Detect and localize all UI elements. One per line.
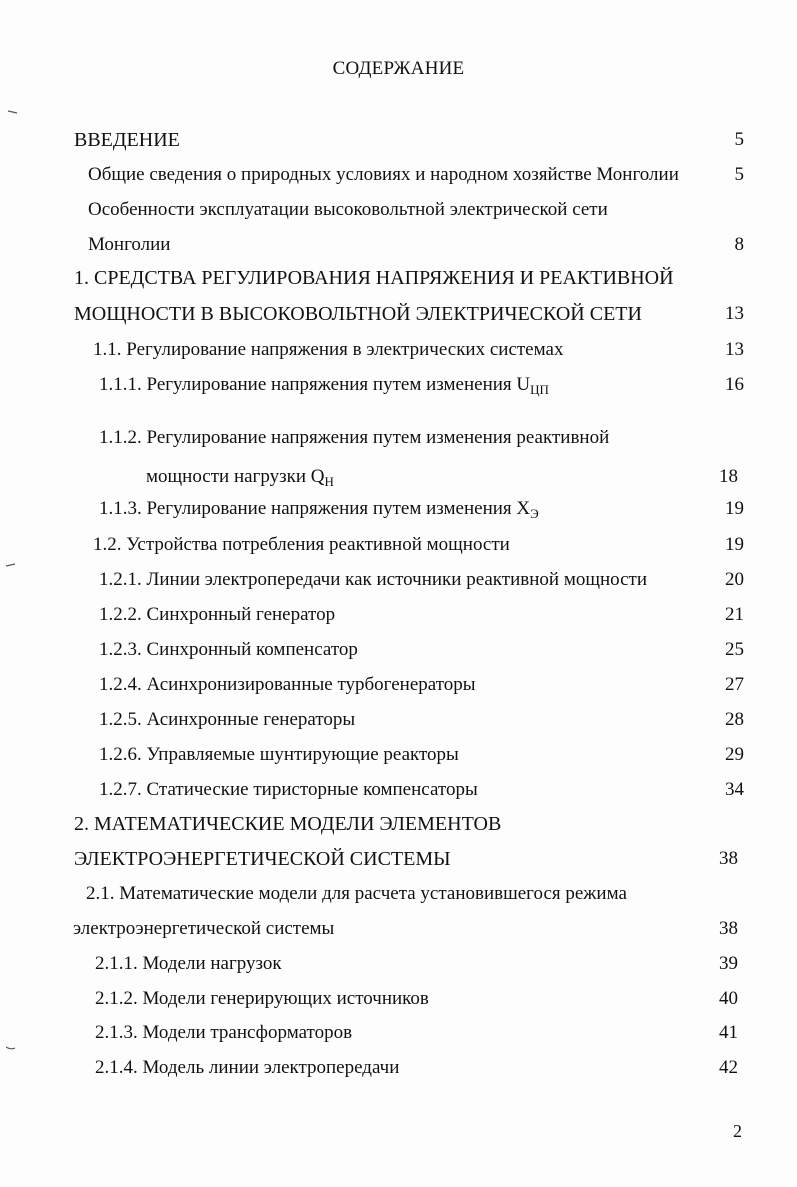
toc-entry-page: 27: [725, 674, 744, 695]
toc-entry-page: 13: [725, 339, 744, 360]
scan-speck: [6, 563, 16, 567]
toc-entry-page: 16: [725, 374, 744, 395]
toc-entry-page: 18: [719, 466, 738, 487]
toc-entry-title: [93, 339, 563, 361]
toc-entry-title: [95, 953, 282, 975]
toc-entry-page: 34: [725, 779, 744, 800]
toc-entry-page: 20: [725, 569, 744, 590]
toc-entry-title: [99, 604, 335, 626]
toc-entry-text: МОЩНОСТИ В ВЫСОКОВОЛЬТНОЙ ЭЛЕКТРИЧЕСКОЙ СЕТИ: [74, 303, 642, 325]
toc-entry-text: Особенности эксплуатации высоковольтной электрической сети: [88, 199, 608, 220]
toc-entry-page: 41: [719, 1022, 738, 1043]
scan-speck: [6, 1046, 16, 1050]
toc-entry-text: 2.1.3. Модели трансформаторов: [95, 1022, 353, 1043]
toc-entry-title: [99, 779, 478, 801]
toc-entry-page: 28: [725, 709, 744, 730]
toc-entry-text: электроэнергетической системы: [73, 918, 335, 939]
toc-entry-text: ВВЕДЕНИЕ: [74, 129, 180, 151]
toc-entry-text: мощности нагрузки Q: [146, 466, 325, 487]
toc-entry-title: [86, 883, 627, 905]
toc-entry-title: [99, 674, 476, 696]
toc-entry-page: 5: [734, 164, 744, 185]
toc-entry-title: [74, 813, 501, 836]
toc-entry-title: [99, 709, 355, 731]
toc-entry-title: [99, 639, 358, 661]
toc-entry-title: [74, 848, 451, 871]
toc-entry-page: 13: [725, 303, 744, 324]
toc-entry-title: [99, 427, 609, 449]
toc-entry-subscript: ЦП: [530, 382, 549, 397]
toc-entry-title: [146, 466, 334, 488]
toc-entry-title: [95, 1057, 399, 1079]
toc-entry-title: [88, 164, 679, 186]
toc-entry-text: 1.1.2. Регулирование напряжения путем изменения реактивной: [99, 427, 610, 448]
toc-entry-subscript: Э: [530, 506, 539, 521]
toc-entry-text: 2.1. Математические модели для расчета установившегося режима: [86, 883, 627, 904]
toc-entry-title: [74, 267, 674, 290]
toc-entry-text: 1.2. Устройства потребления реактивной мощности: [93, 534, 510, 555]
toc-entry-page: 19: [725, 534, 744, 555]
toc-entry-title: [95, 1022, 352, 1044]
scan-speck: [8, 110, 18, 114]
toc-entry-text: 2.1.2. Модели генерирующих источников: [95, 988, 429, 1009]
toc-entry-title: [88, 234, 170, 256]
toc-entry-page: 38: [719, 848, 738, 869]
toc-entry-text: ЭЛЕКТРОЭНЕРГЕТИЧЕСКОЙ СИСТЕМЫ: [74, 848, 451, 870]
toc-entry-title: [99, 569, 647, 591]
toc-entry-title: [99, 744, 459, 766]
toc-entry-text: 2. МАТЕМАТИЧЕСКИЕ МОДЕЛИ ЭЛЕМЕНТОВ: [74, 813, 502, 835]
toc-entry-text: 1.1. Регулирование напряжения в электрических системах: [93, 339, 564, 360]
toc-entry-text: 1.2.4. Асинхронизированные турбогенераторы: [99, 674, 476, 695]
toc-entry-page: 29: [725, 744, 744, 765]
toc-entry-title: [74, 129, 180, 152]
toc-entry-text: 2.1.4. Модель линии электропередачи: [95, 1057, 400, 1078]
toc-entry-page: 38: [719, 918, 738, 939]
toc-entry-page: 8: [734, 234, 744, 255]
toc-entry-page: 40: [719, 988, 738, 1009]
toc-entry-title: [99, 498, 539, 520]
toc-entry-page: 39: [719, 953, 738, 974]
toc-entry-text: 1.2.1. Линии электропередачи как источники реактивной мощности: [99, 569, 648, 590]
toc-entry-title: [99, 374, 549, 396]
toc-entry-page: 21: [725, 604, 744, 625]
toc-entry-page: 42: [719, 1057, 738, 1078]
toc-entry-title: [95, 988, 429, 1010]
toc-entry-title: [93, 534, 510, 556]
toc-entry-text: 1.1.3. Регулирование напряжения путем изменения X: [99, 498, 531, 519]
toc-entry-text: 1.2.6. Управляемые шунтирующие реакторы: [99, 744, 459, 765]
toc-title: СОДЕРЖАНИЕ: [332, 58, 465, 79]
toc-entry-title: [73, 918, 334, 940]
toc-entry-subscript: Н: [324, 474, 334, 489]
toc-entry-text: 1.2.3. Синхронный компенсатор: [99, 639, 358, 660]
toc-entry-text: 1.2.2. Синхронный генератор: [99, 604, 336, 625]
toc-entry-title: [88, 199, 608, 221]
toc-entry-text: 1.2.7. Статические тиристорные компенсаторы: [99, 779, 478, 800]
toc-entry-page: 5: [734, 129, 744, 150]
toc-entry-text: 1.2.5. Асинхронные генераторы: [99, 709, 356, 730]
page-number: 2: [733, 1121, 742, 1141]
toc-entry-text: 2.1.1. Модели нагрузок: [95, 953, 282, 974]
toc-entry-text: 1.1.1. Регулирование напряжения путем изменения U: [99, 374, 531, 395]
toc-entry-title: [74, 303, 642, 326]
toc-entry-text: 1. СРЕДСТВА РЕГУЛИРОВАНИЯ НАПРЯЖЕНИЯ И РЕАКТИВНОЙ: [74, 267, 674, 289]
toc-entry-text: Общие сведения о природных условиях и народном хозяйстве Монголии: [88, 164, 679, 185]
toc-entry-page: 25: [725, 639, 744, 660]
toc-entry-page: 19: [725, 498, 744, 519]
toc-entry-text: Монголии: [88, 234, 171, 255]
